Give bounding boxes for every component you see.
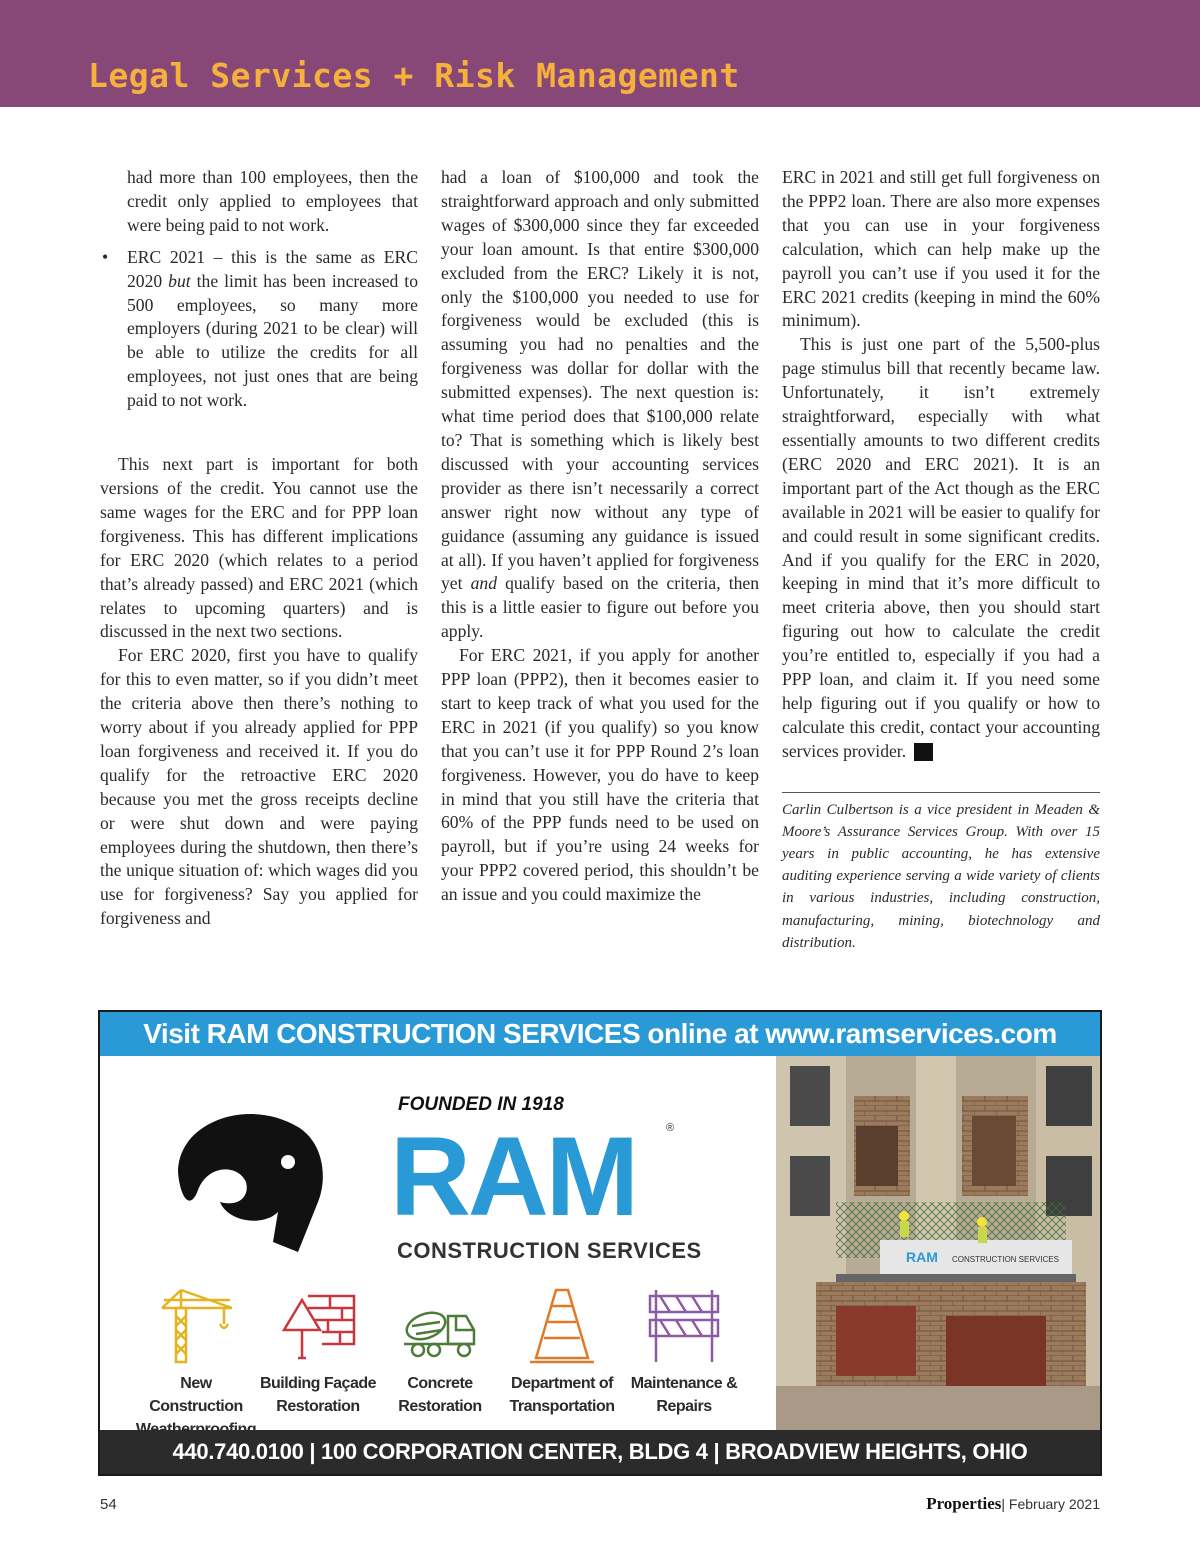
ad-contact-banner[interactable]: 440.740.0100 | 100 CORPORATION CENTER, BLDG 4 | BROADVIEW HEIGHTS, OHIO [100, 1430, 1100, 1474]
paragraph: For ERC 2021, if you apply for another PPP loan (PPP2), then it becomes easier to start to keep track of what you used for the ERC in 2021 (if you qualify) so you know that you can’t use it for PPP Round 2’s loan forgiveness. However, you do have to keep in mind that you still have the criteria that 60% of the PPP funds need to be used on payroll, but if you’re using 24 weeks for your PPP2 covered period, this shouldn’t be an issue and you could maximize the [441, 645, 759, 905]
ad-top-banner[interactable]: Visit RAM CONSTRUCTION SERVICES online at www.ramservices.com [100, 1012, 1100, 1056]
bullet-emphasis: but [168, 270, 191, 291]
paragraph [441, 166, 759, 644]
bullet-text-part: ERC 2021 – this is the same as ERC 2020 [127, 246, 418, 291]
paragraph-part: qualify based on the criteria, then this is a little easier to figure out before you apply. [441, 573, 759, 642]
concrete-mixer-icon [400, 1286, 480, 1366]
building-facade-photo [776, 1056, 1102, 1432]
article-column-3 [782, 166, 1100, 954]
bio-divider [782, 792, 1100, 793]
traffic-cone-icon [522, 1286, 602, 1366]
paragraph [782, 333, 1100, 763]
paragraph: ERC in 2021 and still get full forgiveness on the PPP2 loan. There are also more expenses that you can use in your forgiveness calculation, which can help make up the payroll you can’t use if you used it for the ERC 2021 credits (keeping in mind the 60% minimum). [782, 167, 1100, 331]
barricade-icon [644, 1286, 724, 1366]
service-dot [500, 1286, 624, 1418]
article-column-1 [100, 166, 418, 931]
issue-date: | February 2021 [1001, 1496, 1100, 1512]
svg-text:RAM: RAM [906, 1249, 938, 1265]
paragraph-emphasis: and [470, 573, 497, 594]
service-new-construction [134, 1286, 258, 1441]
article-column-2 [441, 166, 759, 907]
service-label: Department of Transportation [509, 1375, 615, 1415]
bullet-item-erc2020 [100, 166, 418, 238]
registered-mark: ® [666, 1122, 675, 1134]
founded-label: FOUNDED IN 1918 [398, 1094, 564, 1115]
ram-logo-subtitle: CONSTRUCTION SERVICES [397, 1238, 702, 1263]
svg-text:CONSTRUCTION SERVICES: CONSTRUCTION SERVICES [952, 1255, 1059, 1264]
service-label: Building Façade Restoration [259, 1375, 377, 1415]
bullet-text [127, 246, 418, 413]
bullet-text: had more than 100 employees, then the credit only applied to employees that were being paid to not work. [127, 167, 418, 235]
service-label: New Construction [149, 1375, 243, 1415]
crane-icon [156, 1286, 236, 1366]
service-maintenance [622, 1286, 746, 1418]
service-label: Maintenance & Repairs [630, 1375, 738, 1415]
footer-issue [926, 1494, 1100, 1514]
publication-name: Properties [926, 1494, 1002, 1513]
service-label: Concrete Restoration [398, 1375, 482, 1415]
paragraph-part: had a loan of $100,000 and took the straightforward approach and only submitted wages of $300,000 since they far exceeded your loan amount. Is that entire $300,000 excluded from the ERC? Likely it is not, only the $100,000 you needed to use for forgiveness would be excluded (this is assuming you had no penalties and the forgiveness was dollar for dollar with the submitted expenses). The next question is: what time period does that $100,000 relate to? That is something which is likely best discussed with your accounting services provider as there isn’t necessarily a correct answer right now without any type of guidance (assuming any guidance is issued at all). If you haven’t applied for forgiveness yet [441, 167, 759, 594]
bullet-item-erc2021 [100, 246, 418, 413]
bullet-text-part: the limit has been increased to 500 employees, so many more employers (during 2021 to be clear) will be able to utilize the credits for all employees, not just ones that are being paid to not work. [127, 270, 418, 411]
ram-logo-wordmark: RAM [390, 1114, 637, 1239]
paragraph-part: This is just one part of the 5,500-plus page stimulus bill that recently became law. Unfortunately, it isn’t extremely straightforward, especially with what essentially amounts to two different credits (ERC 2020 and ERC 2021). It is an important part of the Act though as the ERC available in 2021 will be easier to qualify for and could result in some significant credits. And if you qualify for the ERC in 2020, keeping in mind that it’s more difficult to meet criteria above, then you should start figuring out how to calculate the credit you’re entitled to, especially if you had a PPP loan, and claim it. If you need some help figuring out if you qualify or how to calculate this credit, contact your accounting services provider. [782, 334, 1100, 761]
author-bio: Carlin Culbertson is a vice president in Meaden & Moore’s Assurance Services Group. With over 15 years in public accounting, he has extensive auditing experience serving a wide variety of clients in various industries, including construction, manufacturing, mining, biotechnology and distribution. [782, 801, 1100, 951]
paragraph: This next part is important for both versions of the credit. You cannot use the same wages for the ERC and for PPP loan forgiveness. This has different implications for ERC 2020 (which relates to a period that’s already passed) and ERC 2021 (which relates to upcoming quarters) and is discussed in the next two sections. [100, 454, 418, 642]
brick-trowel-icon [278, 1286, 358, 1366]
bullet-dot-icon: • [102, 246, 109, 267]
service-building-facade [256, 1286, 380, 1418]
service-concrete [378, 1286, 502, 1418]
page-number: 54 [100, 1496, 117, 1513]
paragraph: For ERC 2020, first you have to qualify for this to even matter, so if you didn’t meet the criteria above then there’s nothing to worry about if you already applied for PPP loan forgiveness and received it. If you do qualify for the retroactive ERC 2020 because you met the gross receipts decline or were shut down and were paying employees during the shutdown, then there’s the unique situation of: which wages did you use for forgiveness? Say you applied for forgiveness and [100, 645, 418, 929]
ram-advertisement[interactable] [98, 1010, 1102, 1476]
ram-head-logo-icon [168, 1102, 348, 1262]
end-mark-icon: P [914, 743, 933, 761]
section-title: Legal Services + Risk Management [88, 56, 740, 95]
